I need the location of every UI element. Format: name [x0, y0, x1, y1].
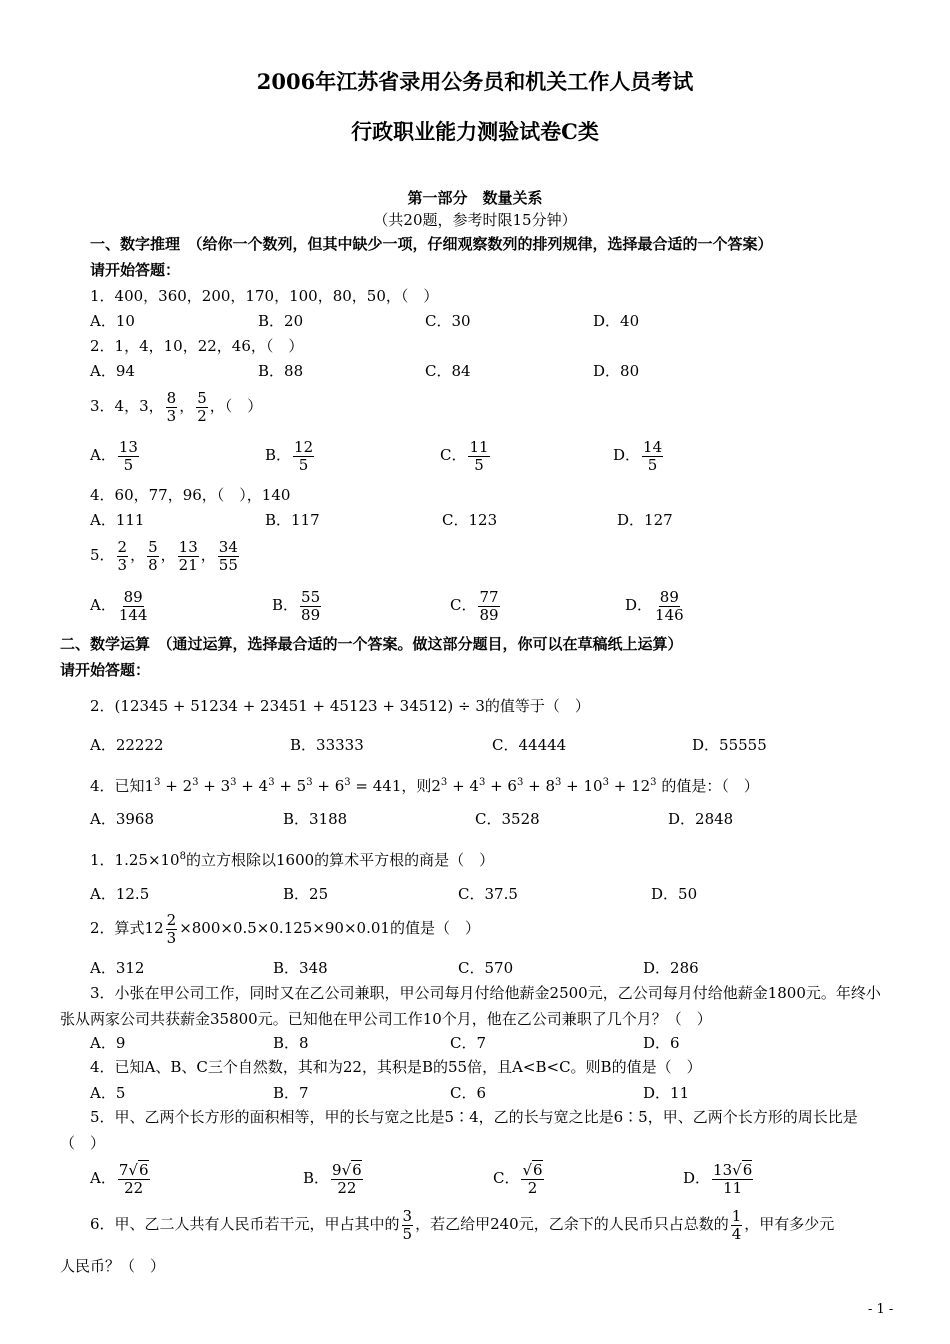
- section1-heading: 一、数字推理 （给你一个数列，但其中缺少一项，仔细观察数列的排列规律，选择最合适的一个答案）: [90, 235, 773, 253]
- exam-subtitle: 行政职业能力测验试卷C类: [351, 119, 599, 144]
- q2b-option-c: C．570: [458, 959, 514, 977]
- q1-option-b: B．20: [258, 312, 304, 330]
- q4b-option-b: B．7: [273, 1084, 309, 1102]
- q5b-stem: 5．甲、乙两个长方形的面积相等，甲的长与宽之比是5∶4，乙的长与宽之比是6∶5，甲、乙两个长方形的周长比是（ ）: [60, 1108, 858, 1152]
- q3-option-a: A． $\frac{13}{5}$: [90, 437, 138, 474]
- q4a-option-a: A．3968: [90, 810, 155, 828]
- q1-option-c: C．30: [425, 312, 471, 330]
- fraction: $\frac{5}{2}$: [197, 388, 207, 425]
- q5b-option-c: C． $\frac{√6}{2}$: [493, 1160, 543, 1197]
- q4b-option-d: D．11: [643, 1084, 690, 1102]
- q6b-stem-line2: 人民币？（ ）: [60, 1257, 166, 1275]
- q1b-option-a: A．12.5: [90, 885, 150, 903]
- q2-option-c: C．84: [425, 362, 471, 380]
- q5b-option-b: B． $\frac{9√6}{22}$: [303, 1160, 362, 1197]
- q2a-option-c: C．44444: [492, 736, 567, 754]
- q1-option-d: D．40: [593, 312, 640, 330]
- q2-option-d: D．80: [593, 362, 640, 380]
- q6b-stem-line1: 6．甲、乙二人共有人民币若干元，甲占其中的 $\frac{3}{5}$ ，若乙给甲240元，乙余下的人民币只占总数的 $\frac{1}{4}$ ，甲有多少元: [90, 1206, 835, 1243]
- q2a-option-b: B．33333: [290, 736, 364, 754]
- q4b-stem: 4．已知A、B、C三个自然数，其和为22，其积是B的55倍，且A<B<C。则B的值是（ ）: [90, 1058, 702, 1076]
- q3-option-c: C． $\frac{11}{5}$: [440, 437, 489, 474]
- q5b-option-d: D． $\frac{13√6}{11}$: [683, 1160, 753, 1197]
- fraction: $\frac{8}{3}$: [166, 388, 177, 425]
- section1-start: 请开始答题：: [90, 261, 181, 279]
- q1b-option-c: C．37.5: [458, 885, 518, 903]
- q4-option-a: A．111: [90, 511, 145, 529]
- q5-option-d: D． $\frac{89}{146}$: [625, 587, 684, 624]
- q2-option-b: B．88: [258, 362, 304, 380]
- q2a-option-d: D．55555: [692, 736, 767, 754]
- q5b-option-a: A． $\frac{7√6}{22}$: [90, 1160, 149, 1197]
- q2b-option-d: D．286: [643, 959, 699, 977]
- section2-start: 请开始答题：: [60, 661, 151, 679]
- exam-title: 2006年江苏省录用公务员和机关工作人员考试: [256, 69, 694, 94]
- q5-option-b: B． $\frac{55}{89}$: [272, 587, 321, 624]
- q3b-option-a: A．9: [90, 1034, 126, 1052]
- q4a-option-d: D．2848: [668, 810, 734, 828]
- q3b-option-d: D．6: [643, 1034, 680, 1052]
- page-number: - 1 -: [868, 1302, 894, 1317]
- q5-stem: 5． $\frac{2}{3}$ ， $\frac{5}{8}$ ， $\frac{13}{21}$ ， $\frac{34}{55}$: [90, 537, 238, 574]
- q4-option-d: D．127: [617, 511, 673, 529]
- q2-stem: 2．1，4，10，22，46，（ ）: [90, 337, 304, 355]
- q2a-option-a: A．22222: [90, 736, 164, 754]
- q4-option-c: C．123: [442, 511, 498, 529]
- q2b-option-b: B．348: [273, 959, 328, 977]
- q4b-option-c: C．6: [450, 1084, 487, 1102]
- q4b-option-a: A．5: [90, 1084, 126, 1102]
- q2b-stem: 2．算式12 $\frac{2}{3}$ ×800×0.5×0.125×90×0.01的值是（ ）: [90, 910, 480, 947]
- q3b-option-c: C．7: [450, 1034, 487, 1052]
- q3-option-b: B． $\frac{12}{5}$: [265, 437, 314, 474]
- q3b-stem: 3．小张在甲公司工作，同时又在乙公司兼职，甲公司每月付给他薪金2500元，乙公司每月付给他薪金1800元。年终小张从两家公司共获薪金35800元。已知他在甲公司工作10个月，他在乙公司兼职了几个月？（ ）: [60, 984, 881, 1028]
- q1-option-a: A．10: [90, 312, 135, 330]
- section2-heading: 二、数学运算 （通过运算，选择最合适的一个答案。做这部分题目，你可以在草稿纸上运算）: [60, 635, 683, 653]
- q4-option-b: B．117: [265, 511, 320, 529]
- q4-stem: 4．60，77，96，（ ），140: [90, 486, 291, 504]
- part-heading: 第一部分 数量关系: [407, 189, 543, 207]
- q3-stem: 3．4，3， $\frac{8}{3}$ ， $\frac{5}{2}$ ，（ ）: [90, 388, 263, 425]
- q5-option-a: A． $\frac{89}{144}$: [90, 587, 148, 624]
- q2-option-a: A．94: [90, 362, 135, 380]
- q1b-option-b: B．25: [283, 885, 329, 903]
- q4a-option-b: B．3188: [283, 810, 348, 828]
- q3b-option-b: B．8: [273, 1034, 309, 1052]
- q1b-stem: 1．$1.25\times 10^8$的立方根除以1600的算术平方根的商是（ ）: [90, 851, 495, 869]
- q3-option-d: D． $\frac{14}{5}$: [613, 437, 663, 474]
- q2a-stem: 2．(12345 + 51234 + 23451 + 45123 + 34512) ÷ 3的值等于（ ）: [90, 697, 590, 715]
- q4a-stem: 4．已知$1^3 + 2^3 + 3^3 + 4^3 + 5^3 + 6^3 = 441$，则$2^3 + 4^3 + 6^3 + 8^3 + 10^3 + 12^3$ 的值是：（ ）: [90, 777, 759, 795]
- q1-stem: 1．400，360，200，170，100，80，50，（ ）: [90, 287, 439, 305]
- q4a-option-c: C．3528: [475, 810, 540, 828]
- q1b-option-d: D．50: [651, 885, 698, 903]
- q5-option-c: C． $\frac{77}{89}$: [450, 587, 499, 624]
- part-note: （共20题，参考时限15分钟）: [373, 211, 577, 229]
- q2b-option-a: A．312: [90, 959, 145, 977]
